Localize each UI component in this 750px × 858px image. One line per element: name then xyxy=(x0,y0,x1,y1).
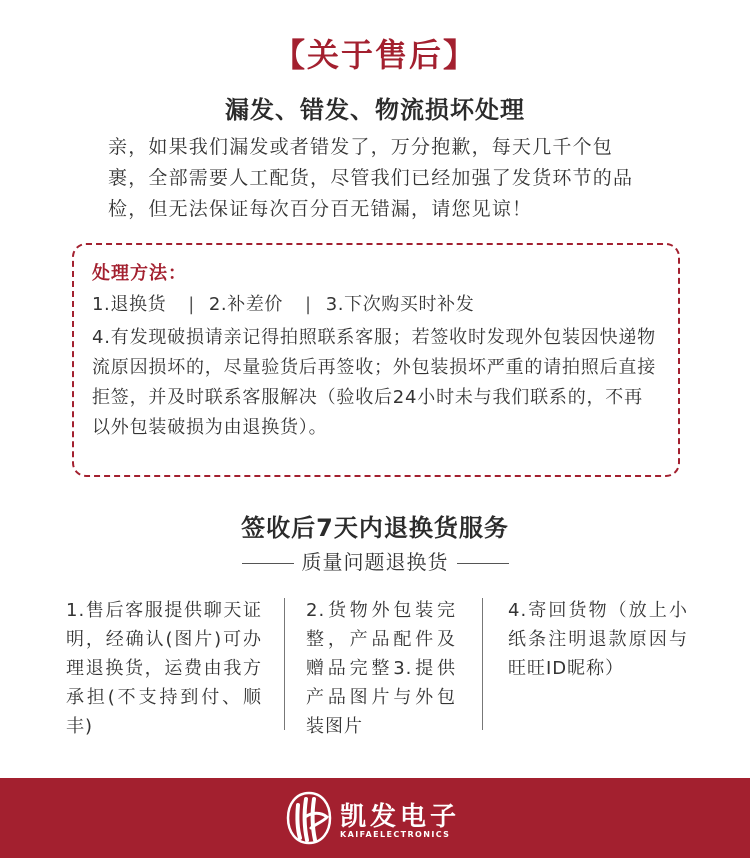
return-step-2-3: 2.货物外包装完整，产品配件及赠品完整3.提供产品图片与外包装图片 xyxy=(306,600,456,737)
subtitle-dash-right xyxy=(457,563,509,564)
column-divider xyxy=(284,598,285,730)
column-divider xyxy=(482,598,483,730)
intro-paragraph: 亲，如果我们漏发或者错发了，万分抱歉，每天几千个包裹，全部需要人工配货，尽管我们已经加强了发货环节的品检，但无法保证每次百分百无错漏，请您见谅！ xyxy=(108,136,634,220)
subtitle-dash-left xyxy=(242,563,294,564)
quality-return-subtitle xyxy=(0,546,750,575)
page-title: 【关于售后】 xyxy=(272,36,477,74)
return-step-4: 4.寄回货物（放上小纸条注明退款原因与旺旺ID昵称） xyxy=(508,600,688,679)
method-separator: | xyxy=(188,294,195,315)
section-heading-missing-wrong: 漏发、错发、物流损坏处理 xyxy=(225,96,525,124)
method-item-price-difference: 2.补差价 xyxy=(208,294,284,315)
brand-name: 凯发电子 xyxy=(340,802,461,832)
handling-methods-box xyxy=(72,243,680,477)
method-item-reship: 3.下次购买时补发 xyxy=(325,294,475,315)
brand-name-english: KAIFAELECTRONICS xyxy=(340,830,451,839)
kaifa-logo-icon xyxy=(285,790,333,846)
footer-banner xyxy=(0,778,750,858)
method-separator: | xyxy=(305,294,312,315)
handling-methods-title: 处理方法： xyxy=(92,263,187,284)
section-heading-7-day-return: 签收后7天内退换货服务 xyxy=(241,514,509,542)
damage-note: 4.有发现破损请亲记得拍照联系客服；若签收时发现外包装因快递物流原因损坏的，尽量验货后再签收；外包装损坏严重的请拍照后直接拒签，并及时联系客服解决（验收后24小时未与我们联系的，不再以外包装破损为由退换货）。 xyxy=(92,327,656,438)
methods-list xyxy=(92,289,658,321)
method-item-return: 1.退换货 xyxy=(92,294,167,315)
subtitle-text: 质量问题退换货 xyxy=(301,550,449,574)
return-step-1: 1.售后客服提供聊天证明，经确认(图片)可办理退换货，运费由我方承担(不支持到付、顺丰) xyxy=(66,600,262,737)
